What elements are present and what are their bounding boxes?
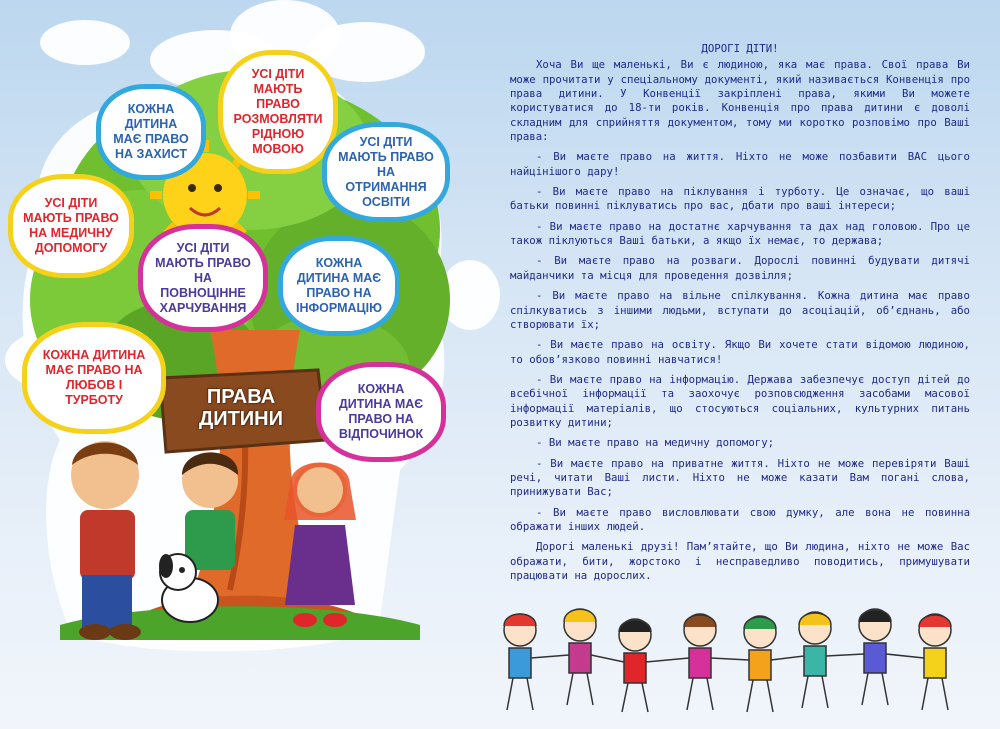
right-item: - Ви маєте право на освіту. Якщо Ви хочете стати відомою людиною, то обов’язково повинні навчатися! [510, 338, 970, 366]
rights-sign [168, 372, 314, 444]
children-rights-tree-illustration [0, 0, 480, 729]
bubble-text: УСІ ДІТИ МАЮТЬ ПРАВО НА МЕДИЧНУ ДОПОМОГУ [23, 196, 119, 255]
right-item: - Ви маєте право висловлювати свою думку, але вона не повинна ображати інших людей. [510, 505, 970, 533]
bubble-right-native-language [218, 50, 338, 174]
dancing-kids-illustration [495, 600, 985, 720]
right-item: - Ви маєте право на життя. Ніхто не може позбавити ВАС цього найцінішого дару! [510, 150, 970, 178]
kid-icon [859, 609, 891, 705]
bubble-right-information [278, 236, 400, 336]
right-item: - Ви маєте право на медичну допомогу; [536, 436, 775, 450]
sign-title-line2: ДИТИНИ [198, 408, 284, 430]
bubble-right-medical-care [8, 174, 134, 278]
girl-icon [284, 463, 356, 628]
letter-title: ДОРОГІ ДІТИ! [701, 42, 779, 55]
kid-icon [564, 609, 596, 705]
kid-icon [744, 616, 776, 712]
bubble-text: КОЖНА ДИТИНА МАЄ ПРАВО НА ВІДПОЧИНОК [338, 382, 424, 441]
bubble-text: КОЖНА ДИТИНА МАЄ ПРАВО НА ЗАХИСТ [113, 102, 189, 161]
bubble-right-nutrition [138, 224, 268, 332]
kid-icon [919, 614, 951, 710]
right-item: - Ви маєте право на приватне життя. Ніхто не може перевіряти Ваші речі, читати Ваші листи. Ніхто не може казати Вам погані слова, принижувати Вас; [510, 456, 970, 499]
kid-icon [619, 619, 651, 712]
right-item: - Ви маєте право на вільне спілкування. Кожна дитина має право спілкуватись з іншими людьми, вступати до асоціацій, об’єднань, або створювати їх; [510, 289, 970, 331]
kid-icon [504, 614, 536, 710]
right-item: - Ви маєте право на інформацію. Держава забезпечує доступ дітей до всебічної інформації та заохочує розповсюдження засобами масової інформації матеріалів, що стосуються соціальних, культурних питань розвитку дитини; [510, 372, 970, 429]
sign-title-line1: ПРАВА [206, 386, 276, 408]
bubble-text: УСІ ДІТИ МАЮТЬ ПРАВО РОЗМОВЛЯТИ РІДНОЮ МОВОЮ [233, 67, 323, 156]
kid-icon [684, 614, 716, 710]
bubble-text: УСІ ДІТИ МАЮТЬ ПРАВО НА ОТРИМАННЯ ОСВІТИ [338, 134, 434, 209]
right-item: - Ви маєте право на піклування і турботу. Це означає, що ваші батьки повинні піклуватись про вас, дбати про ваші інтереси; [510, 185, 970, 213]
bubble-text: КОЖНА ДИТИНА МАЄ ПРАВО НА ІНФОРМАЦІЮ [296, 256, 382, 315]
letter-closing: Дорогі маленькі друзі! Пам’ятайте, що Ви людина, ніхто не може Вас ображати, бити, жорстоко і несправедливо поводитись, примушувати працювати на дорослих. [510, 540, 970, 582]
bubble-right-protection [96, 84, 206, 180]
letter-text-block [510, 42, 970, 589]
right-item: - Ви маєте право на розваги. Дорослі повинні будувати дитячі майданчики та місця для проведення дозвілля; [510, 254, 970, 282]
bubble-text: УСІ ДІТИ МАЮТЬ ПРАВО НА ПОВНОЦІННЕ ХАРЧУВАННЯ [155, 240, 251, 315]
kid-icon [799, 612, 831, 708]
letter-intro: Хоча Ви ще маленькі, Ви є людиною, яка має права. Свої права Ви може прочитати у спеціальному документі, який називається Конвенція про права дитини. У Конвенції закріплені права, якими Ви можете користуватися до 18-ти років. Конвенція про права дитини є доволі складним для сприйняття документом, тому ми коротко розповімо про Ваші права: [510, 58, 970, 144]
right-item: - Ви маєте право на достатнє харчування та дах над головою. Про це також піклуються Ваші батьки, а якщо їх немає, то держава; [510, 219, 970, 248]
bubble-right-education [322, 122, 450, 222]
bubble-right-love-care [22, 322, 166, 434]
boy-icon [182, 452, 238, 570]
bubble-text: КОЖНА ДИТИНА МАЄ ПРАВО НА ЛЮБОВ І ТУРБОТУ [42, 348, 146, 407]
bubble-right-rest [316, 362, 446, 462]
kids-drawing [495, 600, 985, 720]
